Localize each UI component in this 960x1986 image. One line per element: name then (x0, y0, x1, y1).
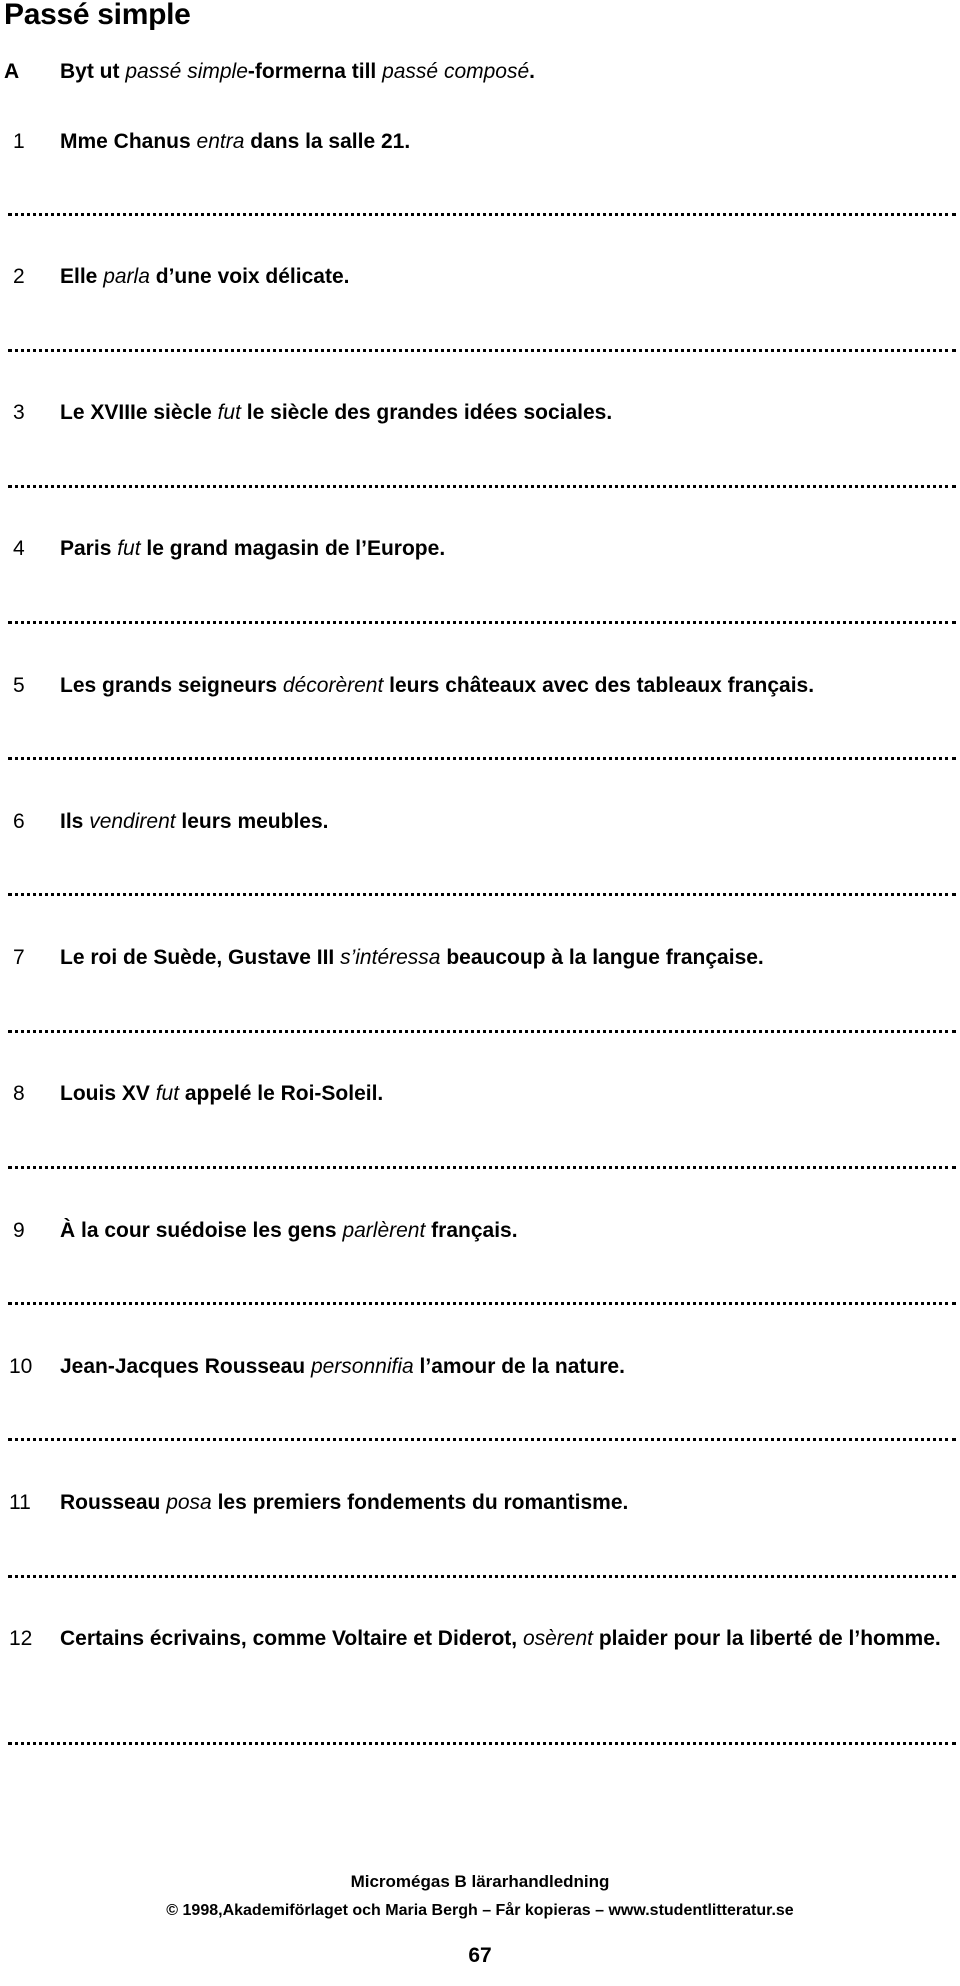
exercise-number: 12 (9, 1627, 33, 1650)
exercise-text (60, 807, 960, 836)
sentence-part: Certains écrivains, comme Voltaire et Diderot, (60, 1627, 523, 1650)
sentence-part: le siècle des grandes idées sociales. (240, 401, 613, 424)
sentence-part: Rousseau (60, 1491, 167, 1514)
exercise-number: 8 (13, 1082, 25, 1105)
footer-copyright: © 1998,Akademiförlaget och Maria Bergh – Får kopieras – www.studentlitteratur.se (166, 1902, 794, 1919)
instruction-text-middle: -formerna till (247, 60, 383, 83)
verb-form: entra (196, 130, 245, 153)
exercise-sentence (0, 1216, 960, 1245)
sentence-part: Elle (60, 265, 104, 288)
sentence-part: Le XVIIIe siècle (60, 401, 218, 424)
page-title: Passé simple (4, 0, 191, 31)
exercise-text (60, 671, 960, 700)
exercise-text (60, 1079, 960, 1108)
exercise-sentence (0, 1624, 960, 1653)
exercise-sentence (0, 671, 960, 700)
sentence-part: appelé le Roi-Soleil. (179, 1082, 384, 1105)
instruction-text (60, 60, 535, 84)
answer-line-2[interactable] (8, 349, 956, 352)
sentence-part: Louis XV (60, 1082, 156, 1105)
answer-line-4[interactable] (8, 621, 956, 624)
verb-form: vendirent (89, 810, 176, 833)
answer-line-9[interactable] (8, 1302, 956, 1305)
verb-form: fut (155, 1082, 180, 1105)
footer-publisher: Micromégas B lärarhandledning (350, 1872, 610, 1891)
sentence-part: Paris (60, 537, 118, 560)
sentence-part: Jean-Jacques Rousseau (60, 1355, 311, 1378)
instruction-text-after: . (529, 60, 536, 83)
exercise-text (60, 262, 960, 291)
page-number: 67 (468, 1944, 492, 1967)
sentence-part: les premiers fondements du romantisme. (211, 1491, 629, 1514)
exercise-sentence (0, 1352, 960, 1381)
sentence-part: leurs châteaux avec des tableaux français. (383, 674, 815, 697)
exercise-number: 6 (13, 810, 25, 833)
exercise-text (60, 1624, 960, 1653)
sentence-part: français. (425, 1219, 518, 1242)
exercise-text (60, 1216, 960, 1245)
sentence-part: d’une voix délicate. (149, 265, 350, 288)
exercise-sentence (0, 1079, 960, 1108)
exercise-number: 9 (13, 1219, 25, 1242)
verb-form: décorèrent (282, 674, 384, 697)
instruction (4, 60, 535, 84)
exercise-text (60, 1488, 960, 1517)
exercise-sentence (0, 943, 960, 972)
exercise-number: 3 (13, 401, 25, 424)
exercise-number: 11 (9, 1491, 31, 1514)
sentence-part: Les grands seigneurs (60, 674, 283, 697)
exercise-number: 2 (13, 265, 25, 288)
answer-line-7[interactable] (8, 1030, 956, 1033)
sentence-part: Le roi de Suède, Gustave III (60, 946, 341, 969)
verb-form: parla (103, 265, 150, 288)
answer-line-1[interactable] (8, 213, 956, 216)
answer-line-12[interactable] (8, 1742, 956, 1745)
exercise-sentence (0, 127, 960, 156)
exercise-number: 4 (13, 537, 25, 560)
instruction-letter: A (4, 60, 20, 83)
exercise-sentence (0, 807, 960, 836)
sentence-part: l’amour de la nature. (413, 1355, 625, 1378)
sentence-part: leurs meubles. (175, 810, 329, 833)
verb-form: parlèrent (342, 1219, 426, 1242)
exercise-sentence (0, 1488, 960, 1517)
verb-form: fut (217, 401, 241, 424)
answer-line-6[interactable] (8, 893, 956, 896)
exercise-sentence (0, 262, 960, 291)
answer-line-5[interactable] (8, 757, 956, 760)
sentence-part: dans la salle 21. (244, 130, 411, 153)
exercise-text (60, 398, 960, 427)
sentence-part: Mme Chanus (60, 130, 197, 153)
instruction-term-passe-simple: passé simple (125, 60, 248, 83)
exercise-text (60, 127, 960, 156)
sentence-part: le grand magasin de l’Europe. (140, 537, 446, 560)
answer-line-3[interactable] (8, 485, 956, 488)
sentence-part: Ils (60, 810, 90, 833)
sentence-part: beaucoup à la langue française. (440, 946, 764, 969)
answer-line-10[interactable] (8, 1438, 956, 1441)
exercise-text (60, 943, 960, 972)
exercise-sentence (0, 398, 960, 427)
exercise-sentence (0, 534, 960, 563)
verb-form: s’intéressa (340, 946, 441, 969)
answer-line-8[interactable] (8, 1166, 956, 1169)
instruction-text-before: Byt ut (60, 60, 126, 83)
verb-form: fut (117, 537, 141, 560)
exercise-text (60, 1352, 960, 1381)
sentence-part: plaider pour la liberté de l’homme. (593, 1627, 941, 1650)
instruction-term-passe-compose: passé composé (382, 60, 530, 83)
exercise-number: 1 (13, 130, 25, 153)
exercise-text (60, 534, 960, 563)
exercise-number: 5 (13, 674, 25, 697)
exercise-number: 10 (9, 1355, 33, 1378)
answer-line-11[interactable] (8, 1575, 956, 1578)
sentence-part: À la cour suédoise les gens (60, 1219, 343, 1242)
verb-form: posa (166, 1491, 212, 1514)
verb-form: osèrent (522, 1627, 593, 1650)
exercise-number: 7 (13, 946, 25, 969)
verb-form: personnifia (310, 1355, 414, 1378)
